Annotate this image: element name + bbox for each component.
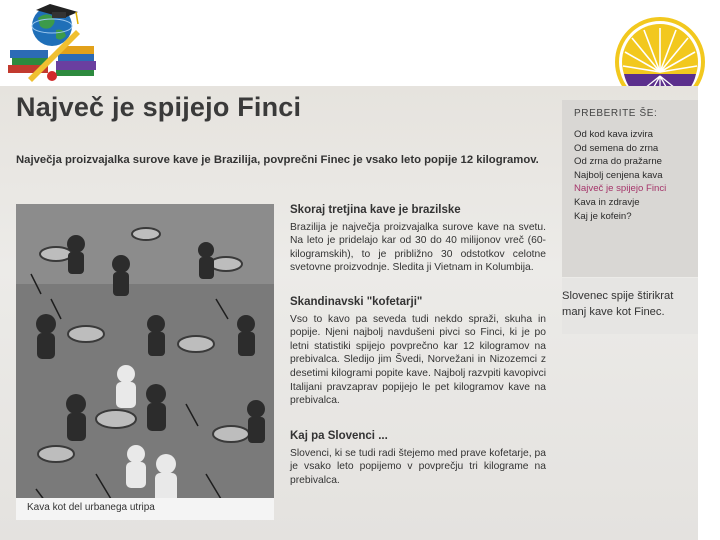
sidebar-link-list	[574, 128, 666, 223]
sidebar-link[interactable]: Od semena do zrna	[574, 142, 659, 154]
photo-caption-bar	[16, 498, 274, 520]
section-body: Brazilija je največja proizvajalka surove kave na svetu. Na leto je pridelajo kar od 30 do 40 milijonov vreč (60-kilogramskih), to je približno 30 odstotkov celotne svetovne proizvodnje. Sledita ji Vietnam in Kolumbija.	[290, 221, 546, 274]
sidebar-link[interactable]: Od zrna do pražarne	[574, 156, 662, 168]
article-lead: Največja proizvajalka surove kave je Brazilija, povprečni Finec je vsako leto popije 12 kilogramov.	[16, 154, 539, 166]
section-title: Skandinavski "kofetarji"	[290, 296, 423, 308]
education-logo	[6, 0, 100, 84]
sidebar-title: PREBERITE ŠE:	[574, 108, 658, 119]
section-brazil	[290, 204, 546, 275]
section-body: Vso to kavo pa seveda tudi nekdo spraži, skuha in popije. Njeni najbolj navdušeni pivci so Finci, ki je po letni statistiki spijejo povprečno kar 12 kilogramov na prebivalca. Sledijo jim Švedi, Norvežani in Nizozemci z desetimi kilogrami popite kave. Najbolj razvpiti kavopivci Italijani pravzaprav popijejo le pet kilogramov kave na prebivalca.	[290, 313, 546, 407]
section-title: Skoraj tretjina kave je brazilske	[290, 204, 461, 216]
section-body: Slovenci, ki se tudi radi štejemo med prave kofetarje, pa je vsako leto popijemo v povprečju tri kilograme na prebivalca.	[290, 447, 546, 486]
sidebar-link[interactable]: Kaj je kofein?	[574, 210, 632, 222]
cafe-photo	[16, 204, 274, 520]
article-headline: Največ je spijejo Finci	[16, 92, 302, 122]
photo-caption: Kava kot del urbanega utripa	[27, 502, 155, 513]
read-more-sidebar	[562, 100, 698, 277]
section-title: Kaj pa Slovenci ...	[290, 430, 388, 442]
section-scandinavia	[290, 296, 546, 408]
sidebar-link[interactable]: Kava in zdravje	[574, 196, 640, 208]
section-slovenia	[290, 430, 546, 487]
article-clipping	[0, 86, 698, 540]
pull-quote-box	[562, 278, 698, 334]
pull-quote: Slovenec spije štirikrat manj kave kot Finec.	[562, 290, 674, 318]
sidebar-link[interactable]: Od kod kava izvira	[574, 129, 653, 140]
sidebar-link-active[interactable]: Največ je spijejo Finci	[574, 183, 667, 195]
sidebar-link[interactable]: Najbolj cenjena kava	[574, 169, 663, 181]
